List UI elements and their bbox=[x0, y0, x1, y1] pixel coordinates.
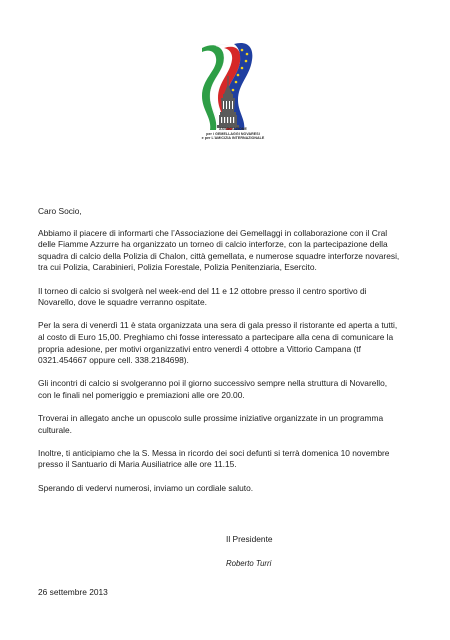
signature-name: Roberto Turri bbox=[226, 559, 272, 568]
paragraph-line: Novarello, dove le squadre verranno ospitate. bbox=[38, 297, 207, 308]
paragraph-line: Il torneo di calcio si svolgerà nel week-end del 11 e 12 ottobre presso il centro sportivo di bbox=[38, 285, 367, 296]
paragraph-line: Inoltre, ti anticipiamo che la S. Messa in ricordo dei soci defunti si terrà domenica 10 novembre bbox=[38, 447, 390, 458]
letter-body bbox=[38, 206, 418, 506]
logo-caption-line: e per L'AMICIZIA INTERNAZIONALE bbox=[201, 136, 265, 141]
paragraph-line: 0321.454667 oppure cell. 338.2184698). bbox=[38, 355, 189, 366]
logo-caption bbox=[178, 127, 288, 141]
paragraph-tournament-intro bbox=[38, 228, 418, 274]
letter-date: 26 settembre 2013 bbox=[38, 587, 108, 597]
paragraph-line: Troverai in allegato anche un opuscolo sulle prossime iniziative organizzate in un programma bbox=[38, 413, 384, 424]
paragraph-line: presso il Santuario di Maria Ausiliatrice alle ore 11.15. bbox=[38, 459, 237, 470]
paragraph-mass bbox=[38, 448, 418, 471]
logo-caption-line: ASSOCIAZIONE bbox=[219, 127, 247, 131]
paragraph-line: Sperando di vedervi numerosi, inviamo un cordiale saluto. bbox=[38, 482, 254, 493]
paragraph-line: al costo di Euro 15,00. Preghiamo chi fosse interessato a partecipare alla cena di comunicare la bbox=[38, 331, 394, 342]
logo-caption-line: per i GEMELLAGGI NOVARESI bbox=[206, 131, 260, 136]
paragraph-line: squadra di calcio della Polizia di Chalon, città gemellata, e numerose squadre interforze novaresi, bbox=[38, 250, 400, 261]
paragraph-tournament-dates bbox=[38, 286, 418, 309]
salutation: Caro Socio, bbox=[38, 206, 82, 216]
paragraph-line: culturale. bbox=[38, 424, 72, 435]
paragraph-matches bbox=[38, 378, 418, 401]
paragraph-line: Abbiamo il piacere di informarti che l’Associazione dei Gemellaggi in collaborazione con il Cral bbox=[38, 227, 388, 238]
paragraph-gala-dinner bbox=[38, 320, 418, 366]
paragraph-line: Per la sera di venerdì 11 è stata organizzata una sera di gala presso il ristorante ed aperta a tutti, bbox=[38, 320, 398, 331]
paragraph-line: con le finali nel pomeriggio e premiazioni alle ore 20.00. bbox=[38, 389, 245, 400]
paragraph-line: delle Fiamme Azzurre ha organizzato un torneo di calcio interforze, con la partecipazione della bbox=[38, 239, 388, 250]
paragraph-closing bbox=[38, 483, 418, 495]
signature-title: Il Presidente bbox=[226, 534, 273, 544]
paragraph-brochure bbox=[38, 413, 418, 436]
signature-block bbox=[226, 534, 273, 569]
paragraph-line: tra cui Polizia, Carabinieri, Polizia Forestale, Polizia Penitenziaria, Esercito. bbox=[38, 262, 317, 273]
paragraph-line: propria adesione, per motivi organizzativi entro venerdì 4 ottobre a Vittorio Campana (tf bbox=[38, 343, 361, 354]
paragraph-line: Gli incontri di calcio si svolgeranno poi il giorno successivo sempre nella struttura di Novarello, bbox=[38, 378, 388, 389]
